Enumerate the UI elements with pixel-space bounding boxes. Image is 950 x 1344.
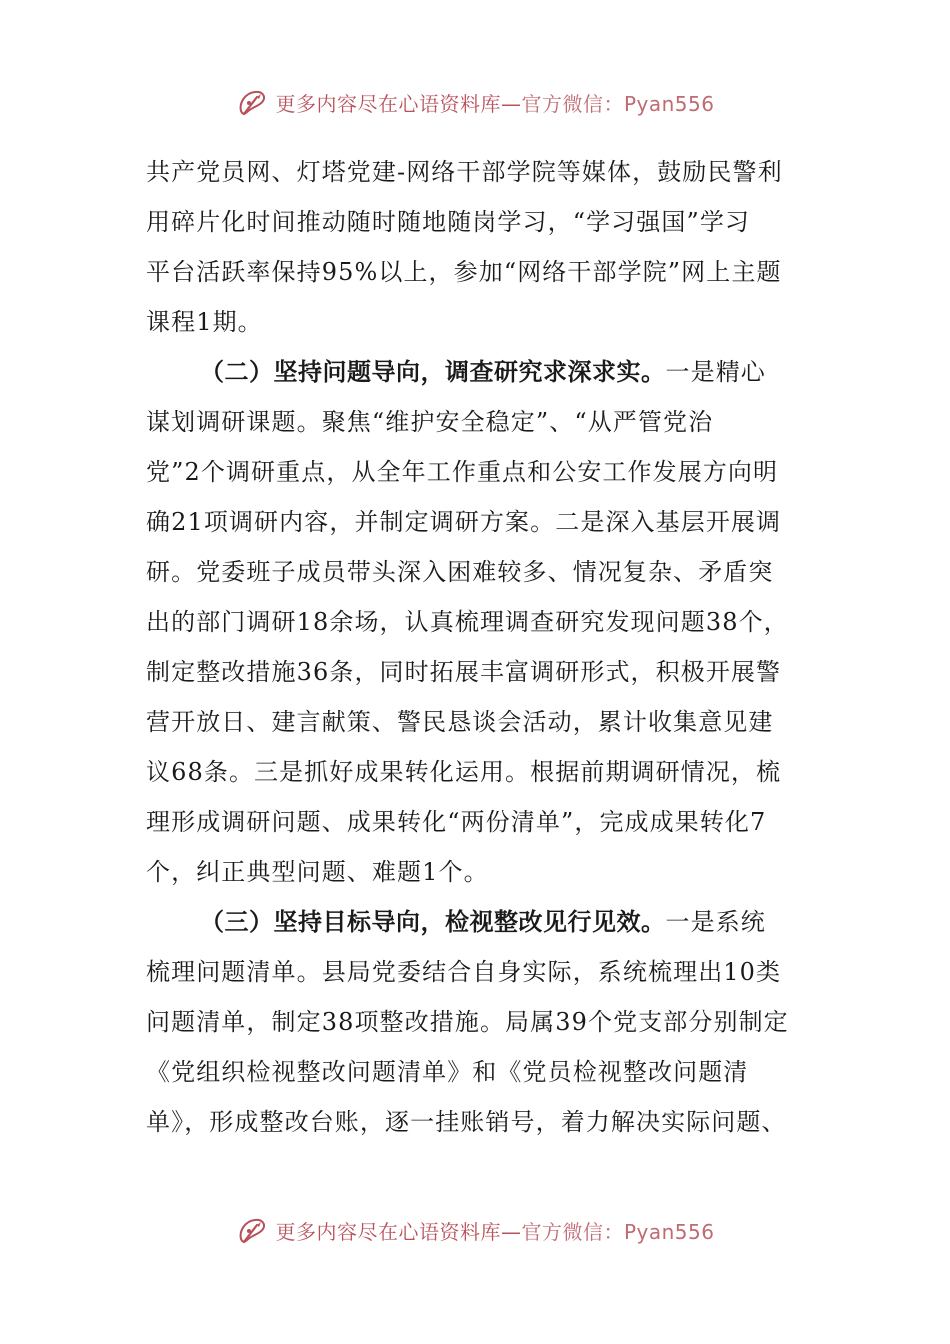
watermark-text bbox=[275, 88, 714, 117]
heading-line-rest: 一是精心 bbox=[665, 358, 766, 386]
section-heading: （三）坚持目标导向，检视整改见行见效。 bbox=[200, 908, 666, 936]
text-line: 研。党委班子成员带头深入困难较多、情况复杂、矛盾突 bbox=[146, 558, 774, 586]
text-line: 确21项调研内容，并制定调研方案。二是深入基层开展调 bbox=[146, 508, 782, 536]
text-line: 理形成调研问题、成果转化“两份清单”，完成成果转化7 bbox=[146, 808, 767, 836]
pen-logo-icon bbox=[235, 1213, 269, 1247]
text-line: 谋划调研课题。聚焦“维护安全稳定”、“从严管党治 bbox=[146, 408, 714, 436]
text-line: 平台活跃率保持95%以上，参加“网络干部学院”网上主题 bbox=[146, 258, 782, 286]
text-line: 共产党员网、灯塔党建-网络干部学院等媒体，鼓励民警利 bbox=[146, 158, 783, 186]
pen-logo-icon bbox=[235, 85, 269, 119]
watermark-footer bbox=[0, 1210, 950, 1250]
watermark-suffix: 官方微信：Pyan556 bbox=[521, 1219, 715, 1244]
text-line: 议68条。三是抓好成果转化运用。根据前期调研情况，梳 bbox=[146, 758, 782, 786]
text-line: 单》，形成整改台账，逐一挂账销号，着力解决实际问题、 bbox=[146, 1108, 787, 1136]
text-line: 问题清单，制定38项整改措施。局属39个党支部分别制定 bbox=[146, 1008, 789, 1036]
text-line: 党”2个调研重点，从全年工作重点和公安工作发展方向明 bbox=[146, 458, 779, 486]
section-heading: （二）坚持问题导向，调查研究求深求实。 bbox=[200, 358, 666, 386]
watermark-header bbox=[0, 82, 950, 122]
text-line: 梳理问题清单。县局党委结合自身实际，系统梳理出10类 bbox=[146, 958, 782, 986]
section-heading-line bbox=[146, 352, 808, 402]
text-line: 个，纠正典型问题、难题1个。 bbox=[146, 858, 489, 886]
text-line: 《党组织检视整改问题清单》和《党员检视整改问题清 bbox=[146, 1058, 749, 1086]
text-line: 制定整改措施36条，同时拓展丰富调研形式，积极开展警 bbox=[146, 658, 782, 686]
watermark-suffix: 官方微信：Pyan556 bbox=[521, 91, 715, 116]
watermark-text bbox=[275, 1216, 714, 1245]
text-line: 用碎片化时间推动随时随地随岗学习，“学习强国”学习 bbox=[146, 208, 751, 236]
watermark-prefix: 更多内容尽在心语资料库— bbox=[275, 1219, 522, 1244]
watermark-prefix: 更多内容尽在心语资料库— bbox=[275, 91, 522, 116]
text-line: 出的部门调研18余场，认真梳理调查研究发现问题38个， bbox=[146, 608, 789, 636]
heading-line-rest: 一是系统 bbox=[665, 908, 766, 936]
document-body bbox=[146, 152, 808, 1152]
section-heading-line bbox=[146, 902, 808, 952]
text-line: 营开放日、建言献策、警民恳谈会活动，累计收集意见建 bbox=[146, 708, 774, 736]
text-line: 课程1期。 bbox=[146, 308, 263, 336]
